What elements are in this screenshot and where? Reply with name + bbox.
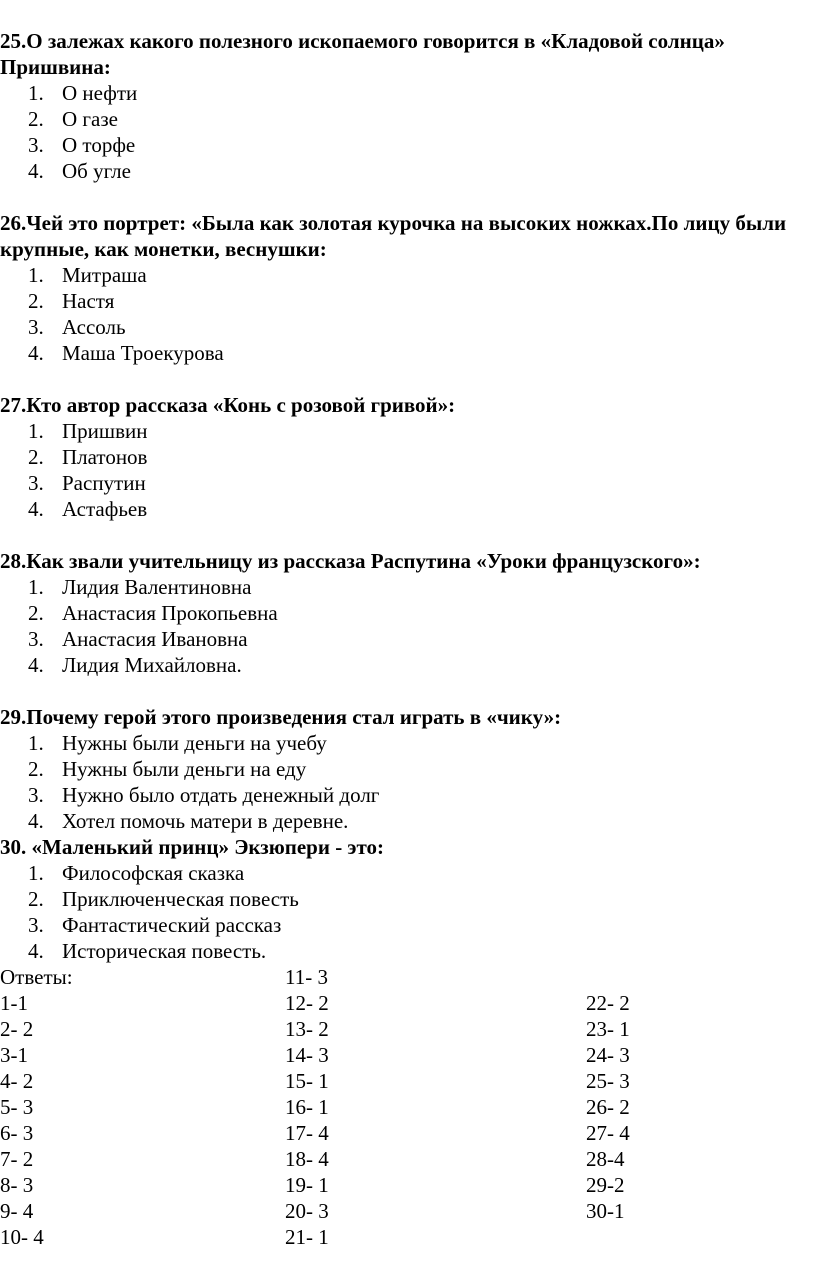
answer-cell: 25- 3 (586, 1069, 630, 1093)
answer-cell: 6- 3 (0, 1121, 34, 1145)
question-text: 27.Кто автор рассказа «Конь с розовой гривой»: (0, 393, 456, 417)
option-number: 2. (28, 601, 44, 625)
option-text: Анастасия Прокопьевна (62, 601, 278, 625)
question-block (0, 834, 816, 964)
answers-row (0, 1224, 816, 1250)
option-text: О нефти (62, 81, 138, 105)
option-item (0, 626, 816, 652)
option-text: Фантастический рассказ (62, 913, 282, 937)
option-item (0, 496, 816, 522)
option-text: Нужно было отдать денежный долг (62, 783, 380, 807)
option-number: 1. (28, 81, 44, 105)
option-number: 1. (28, 263, 44, 287)
option-item (0, 938, 816, 964)
answer-cell: 12- 2 (285, 991, 329, 1015)
option-text: Платонов (62, 445, 148, 469)
option-text: Лидия Валентиновна (62, 575, 252, 599)
answer-cell: 10- 4 (0, 1225, 44, 1249)
spacer (0, 678, 816, 704)
answer-cell: 4- 2 (0, 1069, 34, 1093)
option-item (0, 912, 816, 938)
question-text: 28.Как звали учительницу из рассказа Распутина «Уроки французского»: (0, 549, 701, 573)
question-text: 26.Чей это портрет: «Была как золотая курочка на высоких ножках.По лицу были крупные, как монетки, веснушки: (0, 211, 787, 261)
option-item (0, 652, 816, 678)
option-item (0, 886, 816, 912)
document-page (0, 28, 816, 1250)
option-item (0, 600, 816, 626)
option-item (0, 106, 816, 132)
option-item (0, 262, 816, 288)
option-text: Астафьев (62, 497, 148, 521)
option-text: О торфе (62, 133, 136, 157)
option-number: 1. (28, 575, 44, 599)
option-text: Ассоль (62, 315, 126, 339)
option-item (0, 158, 816, 184)
option-number: 1. (28, 861, 44, 885)
option-number: 2. (28, 289, 44, 313)
answer-cell: 18- 4 (285, 1147, 329, 1171)
spacer (0, 522, 816, 548)
question-block (0, 548, 816, 678)
answer-cell: 27- 4 (586, 1121, 630, 1145)
answers-row (0, 990, 816, 1016)
option-text: О газе (62, 107, 118, 131)
question-block (0, 704, 816, 834)
option-text: Лидия Михайловна. (62, 653, 242, 677)
answer-cell: 2- 2 (0, 1017, 34, 1041)
option-number: 1. (28, 731, 44, 755)
question-block (0, 28, 816, 184)
options-list (0, 730, 816, 834)
options-list (0, 860, 816, 964)
option-number: 3. (28, 913, 44, 937)
answers-row (0, 1016, 816, 1042)
answers-row (0, 1146, 816, 1172)
answer-cell: 24- 3 (586, 1043, 630, 1067)
answer-cell: 17- 4 (285, 1121, 329, 1145)
option-item (0, 730, 816, 756)
option-item (0, 288, 816, 314)
option-text: Настя (62, 289, 115, 313)
option-text: Приключенческая повесть (62, 887, 299, 911)
question-text: 25.О залежах какого полезного ископаемого говорится в «Кладовой солнца» Пришвина: (0, 29, 725, 79)
option-item (0, 782, 816, 808)
answer-cell: 9- 4 (0, 1199, 34, 1223)
option-number: 2. (28, 107, 44, 131)
answers-row (0, 1198, 816, 1224)
answers-row (0, 1042, 816, 1068)
option-item (0, 470, 816, 496)
answer-cell: 21- 1 (285, 1225, 329, 1249)
answers-row (0, 1172, 816, 1198)
option-number: 4. (28, 653, 44, 677)
option-item (0, 418, 816, 444)
option-text: Историческая повесть. (62, 939, 267, 963)
option-text: Хотел помочь матери в деревне. (62, 809, 349, 833)
options-list (0, 262, 816, 366)
option-item (0, 808, 816, 834)
option-number: 4. (28, 497, 44, 521)
option-number: 3. (28, 783, 44, 807)
option-number: 4. (28, 809, 44, 833)
option-text: Митраша (62, 263, 147, 287)
option-number: 2. (28, 887, 44, 911)
option-number: 1. (28, 419, 44, 443)
question-block (0, 392, 816, 522)
answers-row (0, 964, 816, 990)
option-number: 4. (28, 159, 44, 183)
option-number: 4. (28, 939, 44, 963)
option-number: 3. (28, 471, 44, 495)
answer-cell: 14- 3 (285, 1043, 329, 1067)
answers-table (0, 964, 816, 1250)
option-number: 2. (28, 445, 44, 469)
answer-cell: 11- 3 (285, 965, 328, 989)
question-block (0, 210, 816, 366)
answer-cell: 13- 2 (285, 1017, 329, 1041)
question-text: 29.Почему герой этого произведения стал играть в «чику»: (0, 705, 562, 729)
answers-row (0, 1120, 816, 1146)
option-number: 3. (28, 627, 44, 651)
option-item (0, 756, 816, 782)
answer-cell: 15- 1 (285, 1069, 329, 1093)
option-number: 3. (28, 133, 44, 157)
answer-cell: 7- 2 (0, 1147, 34, 1171)
answer-cell: 26- 2 (586, 1095, 630, 1119)
options-list (0, 418, 816, 522)
option-text: Распутин (62, 471, 146, 495)
option-item (0, 340, 816, 366)
answer-cell: 5- 3 (0, 1095, 34, 1119)
answer-cell: 22- 2 (586, 991, 630, 1015)
answer-cell: 29-2 (586, 1173, 625, 1197)
answer-cell: 30-1 (586, 1199, 625, 1223)
spacer (0, 366, 816, 392)
option-text: Нужны были деньги на учебу (62, 731, 327, 755)
answers-heading: Ответы: (0, 965, 73, 989)
option-text: Об угле (62, 159, 131, 183)
option-item (0, 860, 816, 886)
question-text: 30. «Маленький принц» Экзюпери - это: (0, 835, 385, 859)
option-item (0, 80, 816, 106)
answers-row (0, 1094, 816, 1120)
answer-cell: 1-1 (0, 991, 28, 1015)
answer-cell: 8- 3 (0, 1173, 34, 1197)
options-list (0, 80, 816, 184)
answer-cell: 28-4 (586, 1147, 625, 1171)
option-text: Анастасия Ивановна (62, 627, 248, 651)
answers-row (0, 1068, 816, 1094)
option-item (0, 444, 816, 470)
option-number: 2. (28, 757, 44, 781)
answer-cell: 20- 3 (285, 1199, 329, 1223)
option-item (0, 574, 816, 600)
answer-cell: 16- 1 (285, 1095, 329, 1119)
option-number: 3. (28, 315, 44, 339)
option-text: Философская сказка (62, 861, 245, 885)
options-list (0, 574, 816, 678)
answer-cell: 19- 1 (285, 1173, 329, 1197)
option-text: Пришвин (62, 419, 148, 443)
option-text: Маша Троекурова (62, 341, 224, 365)
option-text: Нужны были деньги на еду (62, 757, 307, 781)
option-number: 4. (28, 341, 44, 365)
option-item (0, 314, 816, 340)
answer-cell: 23- 1 (586, 1017, 630, 1041)
spacer (0, 184, 816, 210)
answer-cell: 3-1 (0, 1043, 28, 1067)
option-item (0, 132, 816, 158)
